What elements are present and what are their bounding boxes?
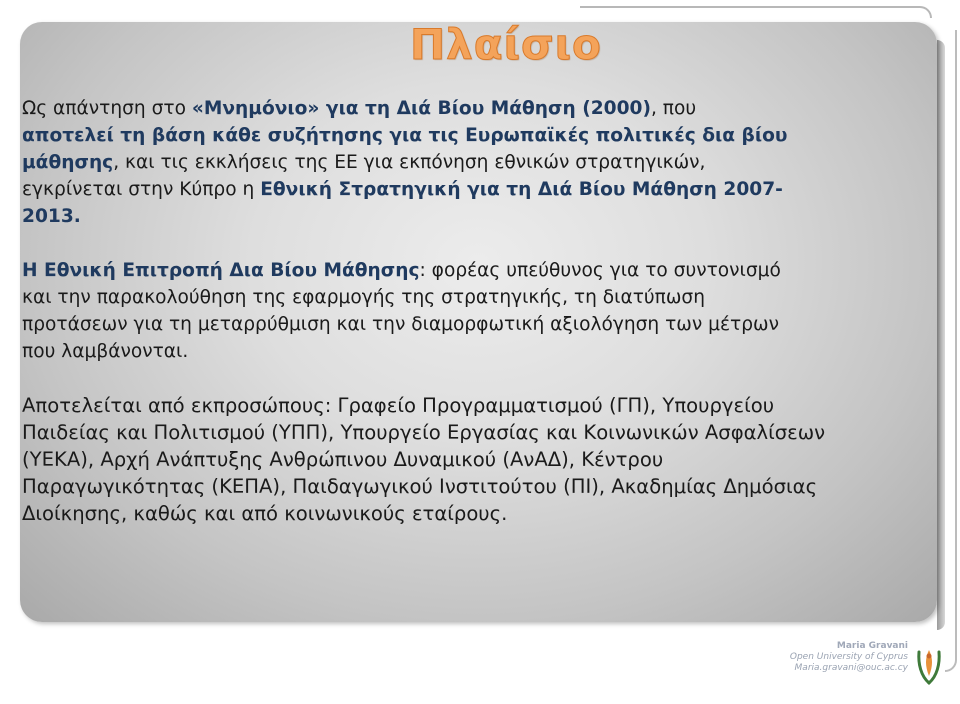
- paragraph-line: προτάσεων για τη μεταρρύθμιση και την διαμορφωτική αξιολόγηση των μέτρων: [22, 314, 779, 335]
- paragraph-memorandum: [22, 95, 932, 230]
- memorandum-reference: «Μνημόνιο» για τη Διά Βίου Μάθηση (2000): [191, 98, 651, 119]
- paragraph-line: αποτελεί τη βάση κάθε συζήτησης για τις Ευρωπαϊκές πολιτικές δια βίου: [22, 125, 788, 146]
- paragraph-line: Παραγωγικότητας (ΚΕΠΑ), Παιδαγωγικού Ινστιτούτου (ΠΙ), Ακαδημίας Δημόσιας: [22, 475, 818, 498]
- slide-body: [22, 95, 932, 554]
- paragraph-line: εγκρίνεται στην Κύπρο η Εθνική Στρατηγική για τη Διά Βίου Μάθηση 2007-: [22, 179, 783, 200]
- author-name: Maria Gravani: [836, 641, 908, 651]
- paragraph-representatives: [22, 392, 932, 527]
- paragraph-line: (ΥΕΚΑ), Αρχή Ανάπτυξης Ανθρώπινου Δυναμικού (ΑνΑΔ), Κέντρου: [22, 448, 664, 471]
- paragraph-line: Η Εθνική Επιτροπή Δια Βίου Μάθησης: φορέας υπεύθυνος για το συντονισμό: [22, 260, 781, 281]
- committee-name: Η Εθνική Επιτροπή Δια Βίου Μάθησης: [22, 260, 420, 281]
- panel-edge-shadow: [937, 40, 945, 630]
- paragraph-line: Ως απάντηση στο «Μνημόνιο» για τη Διά Βίου Μάθηση (2000), που: [22, 98, 697, 119]
- frame-decoration-right: [945, 30, 957, 672]
- author-institution: Open University of Cyprus: [789, 652, 908, 662]
- author-email: Maria.gravani@ouc.ac.cy: [794, 663, 908, 673]
- footer-credit: [780, 641, 908, 674]
- slide-title: Πλαίσιο: [410, 20, 602, 69]
- university-logo-icon: [916, 646, 942, 686]
- paragraph-national-committee: [22, 257, 932, 365]
- paragraph-line: Παιδείας και Πολιτισμού (ΥΠΠ), Υπουργείο Εργασίας και Κοινωνικών Ασφαλίσεων: [22, 421, 826, 444]
- paragraph-line: που λαμβάνονται.: [22, 341, 189, 362]
- national-strategy-reference: Εθνική Στρατηγική για τη Διά Βίου Μάθηση 2007-: [260, 179, 783, 200]
- paragraph-line: Διοίκησης, καθώς και από κοινωνικούς εταίρους.: [22, 502, 508, 525]
- paragraph-line: Αποτελείται από εκπροσώπους: Γραφείο Προγραμματισμού (ΓΠ), Υπουργείου: [22, 394, 775, 417]
- paragraph-line: 2013.: [22, 206, 81, 227]
- paragraph-line: και την παρακολούθηση της εφαρμογής της στρατηγικής, τη διατύπωση: [22, 287, 706, 308]
- frame-decoration-top: [580, 6, 932, 18]
- paragraph-line: μάθησης, και τις εκκλήσεις της ΕΕ για εκπόνηση εθνικών στρατηγικών,: [22, 152, 706, 173]
